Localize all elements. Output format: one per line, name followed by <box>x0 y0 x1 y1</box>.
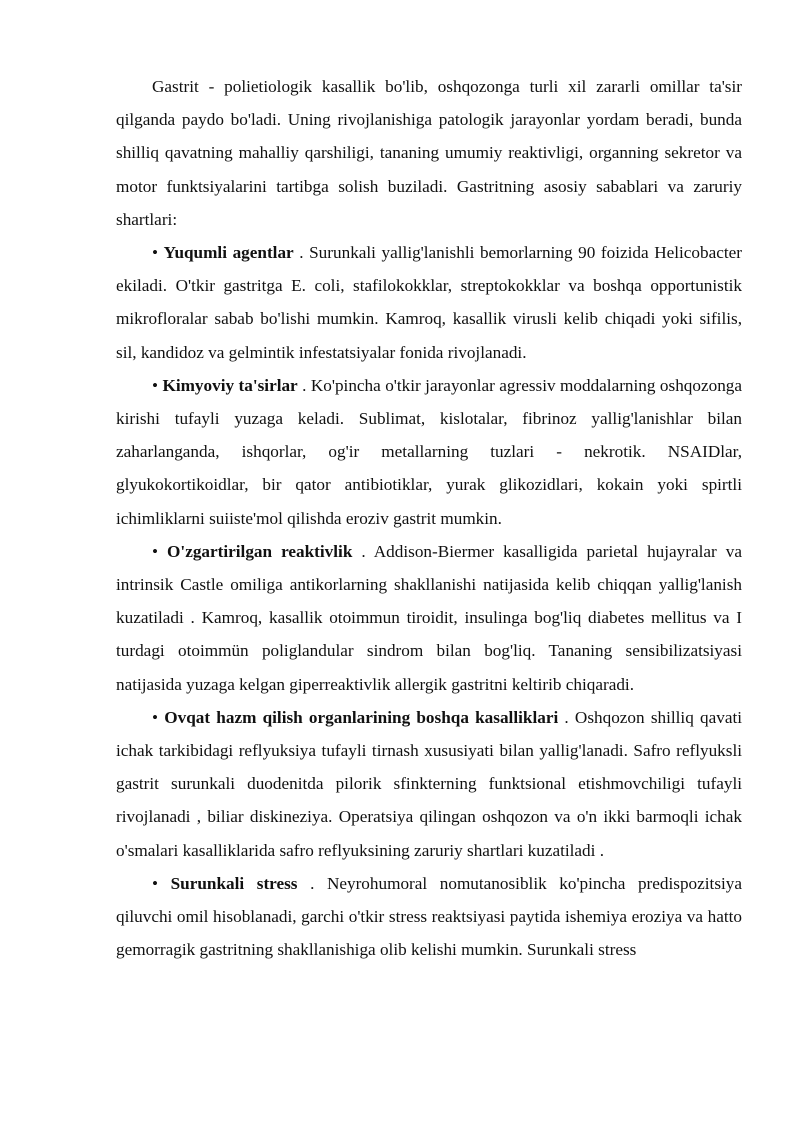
item-text: . Surunkali yallig'lanishli bemorlarning 90 foizida Helicobacter ekiladi. O'tkir gastritga E. coli, stafilokokklar, streptokokklar va boshqa opportunistik mikrofloralar sabab bo'lishi mumkin. Kamroq, kasallik virusli kelib chiqadi yoki sifilis, sil, kandidoz va gelmintik infestatsiyalar fonida rivojlanadi. <box>116 243 742 362</box>
item-text: . Neyrohumoral nomutanosiblik ko'pincha predispozitsiya qiluvchi omil hisoblanadi, garchi o'tkir stress reaktsiyasi paytida ishemiya eroziya va hatto gemorragik gastritning shakllanishiga olib kelishi mumkin. Surunkali stress <box>116 873 743 960</box>
item-text: . Ko'pincha o'tkir jarayonlar agressiv moddalarning oshqozonga kirishi tufayli yuzaga keladi. Sublimat, kislotalar, fibrinoz yallig'lanishlar bilan zaharlanganda, ishqorlar, og'ir metallarning tuzlari - nekrotik. NSAIDlar, glyukokortikoidlar, bir qator antibiotiklar, yurak glikozidlari, kokain yoki spirtli ichimliklarni suiiste'mol qilishda eroziv gastrit mumkin. <box>116 375 743 528</box>
item-term: Surunkali stress <box>170 873 298 893</box>
intro-paragraph: Gastrit - polietiologik kasallik bo'lib, oshqozonga turli xil zararli omillar ta'sir qilganda paydo bo'ladi. Uning rivojlanishiga patologik jarayonlar yordam beradi, bunda shilliq qavatning mahalliy qarshiligi, tananing umumiy reaktivligi, organning sekretor va motor funktsiyalarini tartibga solish buziladi. Gastritning asosiy sabablari va zaruriy shartlari: <box>116 77 742 229</box>
list-item-chemical-effects <box>116 369 742 535</box>
bullet-icon: • <box>152 243 159 263</box>
list-item-digestive-diseases <box>116 701 742 867</box>
bullet-icon: • <box>152 707 159 727</box>
bullet-icon: • <box>152 541 159 561</box>
item-text: . Oshqozon shilliq qavati ichak tarkibidagi reflyuksiya tufayli tirnash xususiyati bilan yallig'lanadi. Safro reflyuksli gastrit surunkali duodenitda pilorik sfinkterning funktsional etishmovchiligi tufayli rivojlanadi , biliar diskineziya. Operatsiya qilingan oshqozon va o'n ikki barmoqli ichak o'smalari kasalliklarida safro reflyuksining zaruriy shartlari kuzatiladi . <box>116 707 743 860</box>
item-text: . Addison-Biermer kasalligida parietal hujayralar va intrinsik Castle omiliga antikorlarning shakllanishi natijasida kelib chiqqan yallig'lanish kuzatiladi . Kamroq, kasallik otoimmun tiroidit, insulinga bog'liq diabetes mellitus va I turdagi otoimmün poliglandular sindrom bilan bog'liq. Tananing sensibilizatsiyasi natijasida yuzaga kelgan giperreaktivlik allergik gastritni keltirib chiqaradi. <box>116 541 742 694</box>
bullet-icon: • <box>152 873 159 893</box>
list-item-infectious-agents <box>116 236 742 369</box>
list-item-chronic-stress <box>116 867 742 967</box>
item-term: O'zgartirilgan reaktivlik <box>167 541 353 561</box>
list-item-altered-reactivity <box>116 535 742 701</box>
item-term: Kimyoviy ta'sirlar <box>162 375 298 395</box>
item-term: Ovqat hazm qilish organlarining boshqa kasalliklari <box>164 707 559 727</box>
document-page <box>116 70 742 966</box>
item-term: Yuqumli agentlar <box>163 243 294 263</box>
bullet-icon: • <box>152 375 159 395</box>
